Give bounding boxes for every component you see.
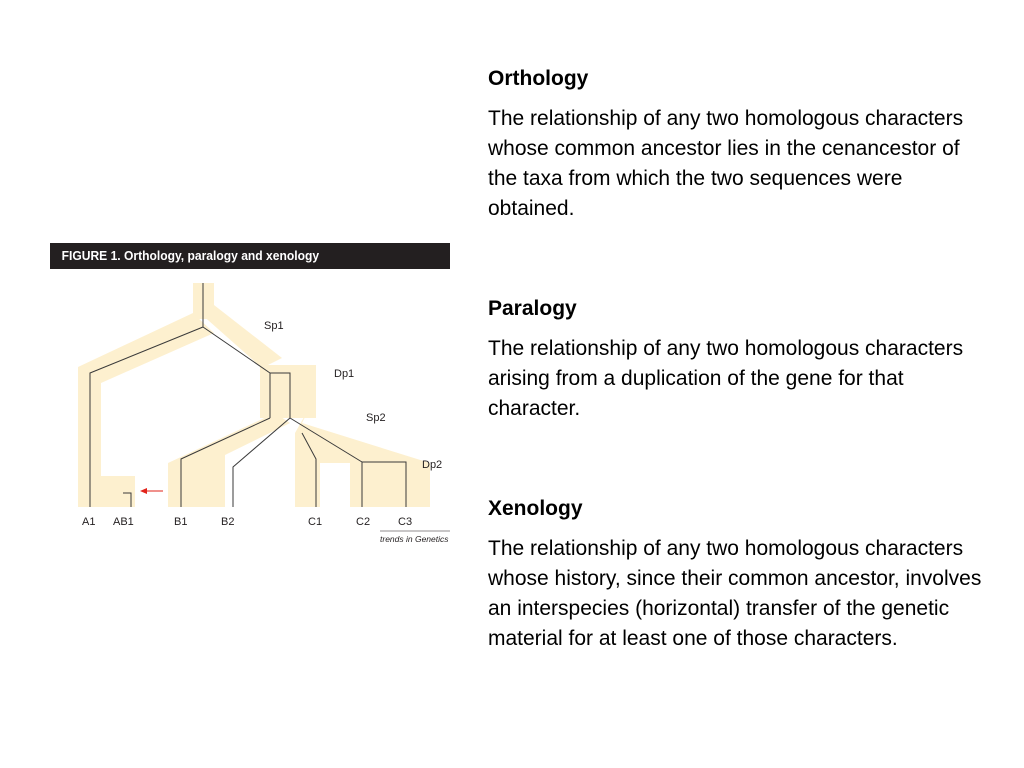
definition-orthology bbox=[488, 64, 988, 224]
definition-text: The relationship of any two homologous characters arising from a duplication of the gene for that character. bbox=[488, 337, 964, 420]
phylogeny-figure bbox=[50, 243, 464, 548]
leaf-label: AB1 bbox=[113, 516, 134, 528]
label-dp1: Dp1 bbox=[334, 368, 355, 380]
leaf-label: C3 bbox=[398, 516, 413, 528]
species-lineage-ab bbox=[101, 476, 135, 507]
leaf-label: A1 bbox=[82, 516, 96, 528]
species-branch-bc bbox=[200, 305, 282, 368]
species-branch-b bbox=[168, 413, 290, 507]
leaf-label: C1 bbox=[308, 516, 323, 528]
definition-paralogy bbox=[488, 294, 988, 424]
leaf-label: B1 bbox=[174, 516, 188, 528]
figure-title-banner: FIGURE 1. Orthology, paralogy and xenology bbox=[50, 243, 450, 269]
figure-credit: trends in Genetics bbox=[380, 534, 449, 544]
label-sp1: Sp1 bbox=[264, 320, 284, 332]
label-dp2: Dp2 bbox=[422, 459, 443, 471]
species-tree-band bbox=[78, 283, 430, 507]
definition-xenology bbox=[488, 494, 988, 654]
definition-text: The relationship of any two homologous characters whose history, since their common ancestor, involves an interspecies (horizontal) transfer of the genetic material for at least one of those characters. bbox=[488, 537, 982, 650]
definition-term: Orthology bbox=[488, 67, 589, 90]
gene-tree-diagram bbox=[50, 243, 464, 548]
label-sp2: Sp2 bbox=[366, 412, 386, 424]
definition-term: Paralogy bbox=[488, 297, 577, 320]
leaf-label: B2 bbox=[221, 516, 235, 528]
definition-text: The relationship of any two homologous characters whose common ancestor lies in the cenancestor of the taxa from which the two sequences were obtained. bbox=[488, 107, 964, 220]
leaf-label: C2 bbox=[356, 516, 371, 528]
transfer-arrow bbox=[140, 488, 163, 494]
definition-term: Xenology bbox=[488, 497, 583, 520]
